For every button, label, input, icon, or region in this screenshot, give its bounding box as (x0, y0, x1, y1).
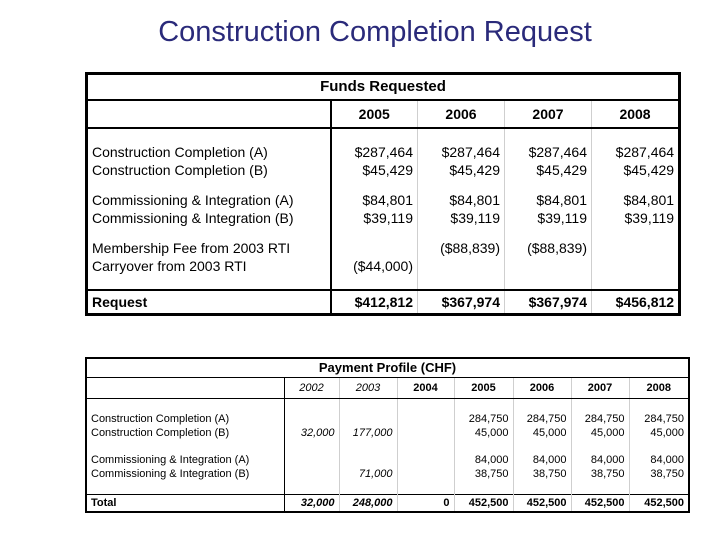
cell-value: 84,000 (513, 453, 571, 467)
table-row (86, 412, 689, 426)
cell-value: 45,000 (571, 426, 629, 440)
payment-heading-row (86, 358, 689, 378)
cell-value (284, 412, 339, 426)
cell-value: 45,000 (650, 427, 684, 439)
cell-value (331, 239, 418, 257)
row-label: Construction Completion (A) (87, 143, 331, 161)
table-row (86, 467, 689, 481)
cell-value: ($44,000) (331, 257, 418, 275)
cell-value: $84,801 (505, 191, 592, 209)
cell-value: ($88,839) (505, 239, 592, 257)
cell-value: $287,464 (331, 143, 418, 161)
table-row (87, 161, 680, 179)
cell-value: 38,750 (454, 467, 513, 481)
payment-year-2003: 2003 (339, 378, 397, 399)
table-row (87, 257, 680, 275)
funds-year-row (87, 100, 680, 128)
total-value: 248,000 (339, 495, 397, 513)
total-value: $367,974 (505, 290, 592, 315)
total-value: 0 (397, 495, 454, 513)
cell-value: $39,119 (624, 210, 675, 226)
cell-value: $84,801 (623, 192, 675, 208)
cell-value: 284,750 (454, 412, 513, 426)
table-row (87, 239, 680, 257)
payment-heading: Payment Profile (CHF) (86, 358, 689, 378)
cell-value: $45,429 (418, 161, 505, 179)
total-row (86, 495, 689, 513)
cell-value: 38,750 (513, 467, 571, 481)
page-title: Construction Completion Request (158, 16, 592, 48)
payment-year-2007: 2007 (571, 378, 629, 399)
cell-value: $287,464 (615, 144, 675, 160)
cell-value (505, 257, 592, 275)
row-label: Construction Completion (B) (87, 161, 331, 179)
payment-profile-table (85, 357, 690, 513)
payment-year-2004: 2004 (397, 378, 454, 399)
cell-value: 84,000 (454, 453, 513, 467)
row-label: Construction Completion (B) (86, 426, 284, 440)
cell-value: 38,750 (571, 467, 629, 481)
cell-value: ($88,839) (418, 239, 505, 257)
cell-value: 84,000 (571, 453, 629, 467)
cell-value: 38,750 (650, 468, 684, 480)
table-row (86, 426, 689, 440)
payment-year-2002: 2002 (284, 378, 339, 399)
funds-requested-table (85, 72, 681, 316)
table-row (87, 191, 680, 209)
cell-value: $45,429 (331, 161, 418, 179)
total-value: 452,500 (629, 495, 689, 513)
cell-value: $39,119 (418, 209, 505, 227)
row-label: Membership Fee from 2003 RTI (87, 239, 331, 257)
payment-year-2008: 2008 (629, 378, 689, 399)
cell-value: $287,464 (505, 143, 592, 161)
row-label: Construction Completion (A) (86, 412, 284, 426)
cell-value (397, 412, 454, 426)
cell-value (397, 426, 454, 440)
funds-year-2008: 2008 (592, 100, 680, 128)
total-label: Request (87, 290, 331, 315)
cell-value: 84,000 (650, 454, 684, 466)
total-label: Total (86, 495, 284, 513)
cell-value: $287,464 (418, 143, 505, 161)
total-row (87, 290, 680, 315)
payment-year-2006: 2006 (513, 378, 571, 399)
cell-value (418, 257, 505, 275)
cell-value: 45,000 (513, 426, 571, 440)
cell-value (284, 453, 339, 467)
table-row (86, 453, 689, 467)
cell-value (592, 239, 680, 257)
total-value: 452,500 (513, 495, 571, 513)
cell-value (397, 467, 454, 481)
cell-value: $45,429 (505, 161, 592, 179)
total-value: 452,500 (454, 495, 513, 513)
cell-value: 284,750 (644, 413, 684, 425)
cell-value: $84,801 (331, 191, 418, 209)
payment-year-label-cell (86, 378, 284, 399)
row-label: Commissioning & Integration (B) (86, 467, 284, 481)
cell-value: $39,119 (505, 209, 592, 227)
row-label: Commissioning & Integration (A) (87, 191, 331, 209)
total-value: 452,500 (571, 495, 629, 513)
payment-year-row (86, 378, 689, 399)
cell-value: 284,750 (571, 412, 629, 426)
row-label: Commissioning & Integration (A) (86, 453, 284, 467)
funds-year-2005: 2005 (331, 100, 418, 128)
row-label: Commissioning & Integration (B) (87, 209, 331, 227)
cell-value: 71,000 (339, 467, 397, 481)
cell-value (284, 467, 339, 481)
cell-value: 32,000 (284, 426, 339, 440)
table-row (87, 209, 680, 227)
cell-value: 177,000 (339, 426, 397, 440)
cell-value: 45,000 (454, 426, 513, 440)
payment-year-2005: 2005 (454, 378, 513, 399)
cell-value (397, 453, 454, 467)
row-label: Carryover from 2003 RTI (87, 257, 331, 275)
total-value: $367,974 (418, 290, 505, 315)
cell-value (592, 257, 680, 275)
funds-year-label-cell (87, 100, 331, 128)
cell-value (339, 453, 397, 467)
funds-year-2007: 2007 (505, 100, 592, 128)
table-row (87, 143, 680, 161)
cell-value: 284,750 (513, 412, 571, 426)
total-value: $412,812 (331, 290, 418, 315)
funds-heading-row (87, 74, 680, 101)
cell-value: $45,429 (623, 162, 675, 178)
funds-year-2006: 2006 (418, 100, 505, 128)
total-value: $456,812 (592, 290, 680, 315)
cell-value: $84,801 (418, 191, 505, 209)
cell-value (339, 412, 397, 426)
funds-heading: Funds Requested (87, 74, 680, 101)
total-value: 32,000 (284, 495, 339, 513)
cell-value: $39,119 (331, 209, 418, 227)
